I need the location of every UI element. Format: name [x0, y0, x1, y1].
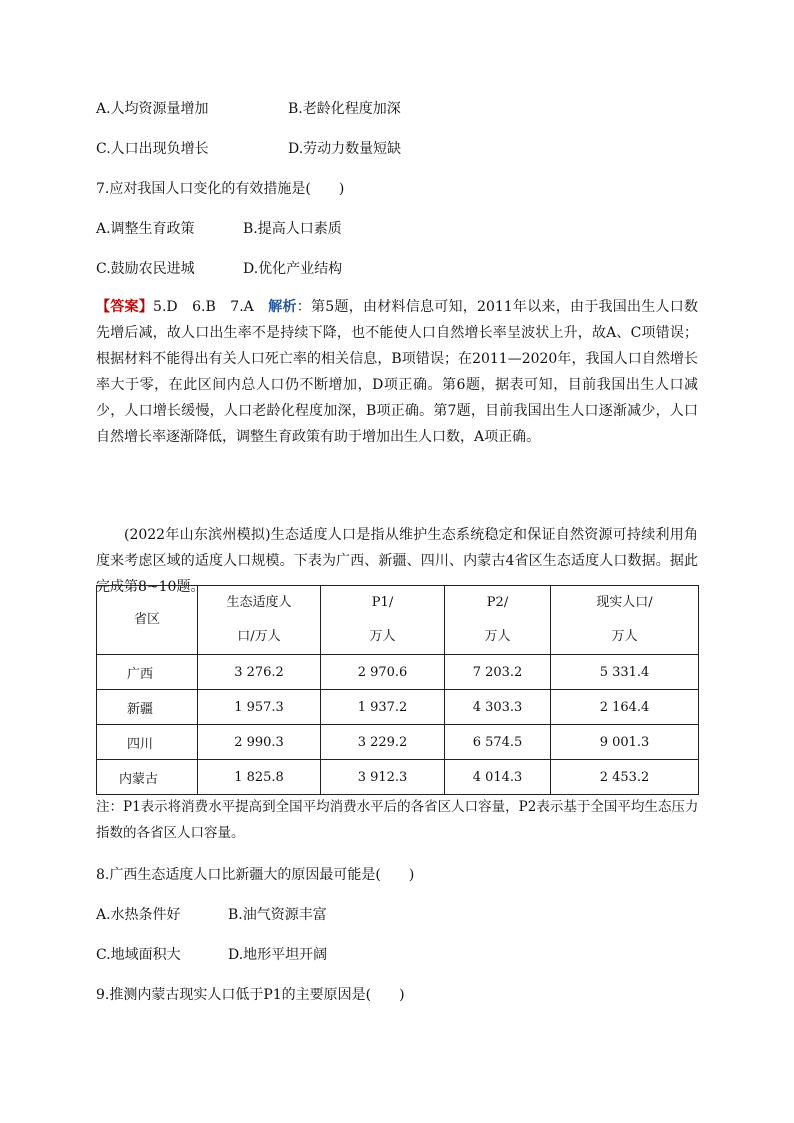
q6-option-c: C.人口出现负增长: [96, 141, 209, 157]
q7-option-b: B.提高人口素质: [243, 221, 342, 237]
cell-value: 1 957.3: [198, 690, 321, 725]
cell-province: 广西: [97, 655, 198, 690]
cell-value: 7 203.2: [445, 655, 551, 690]
cell-value: 1 937.2: [321, 690, 445, 725]
analysis-label: 解析: [268, 299, 297, 315]
cell-value: 4 014.3: [445, 760, 551, 795]
header-actual-pop: 现实人口/ 万人: [551, 586, 699, 655]
q8-option-c: C.地域面积大: [96, 947, 181, 963]
analysis-text: ：第5题，由材料信息可知，2011年以来，由于我国出生人口数先增后减，故人口出生率不是持续下降，也不能使人口自然增长率呈波状上升，故A、C项错误；根据材料不能得出有关人口死亡率的相关信息，B项错误；在2011—2020年，我国人口自然增长率大于零，在此区间内总人口仍不断增加，D项正确。第6题，据表可知，目前我国出生人口减少，人口增长缓慢，人口老龄化程度加深，B项正确。第7题，目前我国出生人口逐渐减少，人口自然增长率逐渐降低，调整生育政策有助于增加出生人口数，A项正确。: [96, 299, 699, 445]
q9-stem: 9.推测内蒙古现实人口低于P1的主要原因是( ): [96, 987, 405, 1003]
q8-option-a: A.水热条件好: [96, 907, 181, 923]
cell-value: 3 276.2: [198, 655, 321, 690]
q8-option-d: D.地形平坦开阔: [228, 947, 328, 963]
answer-keys: 5.D 6.B 7.A: [153, 299, 269, 315]
cell-value: 5 331.4: [551, 655, 699, 690]
answer-block: [96, 294, 698, 450]
q6-option-d: D.劳动力数量短缺: [288, 141, 402, 157]
cell-value: 4 303.3: [445, 690, 551, 725]
q7-option-a: A.调整生育政策: [96, 221, 195, 237]
table-row: [97, 760, 699, 795]
material-intro: (2022年山东滨州模拟)生态适度人口是指从维护生态系统稳定和保证自然资源可持续利用角度来考虑区域的适度人口规模。下表为广西、新疆、四川、内蒙古4省区生态适度人口数据。据此完成第8~10题。: [96, 527, 698, 595]
answer-tag: 【答案】: [96, 299, 154, 315]
header-province: 省区: [97, 586, 198, 655]
header-p2: P2/ 万人: [445, 586, 551, 655]
header-eco-pop: 生态适度人 口/万人: [198, 586, 321, 655]
table-row: [97, 655, 699, 690]
table-header-row: [97, 586, 699, 655]
cell-province: 内蒙古: [97, 760, 198, 795]
table-note: 注：P1表示将消费水平提高到全国平均消费水平后的各省区人口容量，P2表示基于全国平均生态压力指数的各省区人口容量。: [96, 799, 699, 841]
cell-value: 6 574.5: [445, 725, 551, 760]
q7-stem: 7.应对我国人口变化的有效措施是( ): [96, 181, 345, 197]
table-row: [97, 690, 699, 725]
cell-value: 2 453.2: [551, 760, 699, 795]
cell-value: 2 970.6: [321, 655, 445, 690]
cell-value: 3 229.2: [321, 725, 445, 760]
q7-option-c: C.鼓励农民进城: [96, 261, 195, 277]
cell-value: 9 001.3: [551, 725, 699, 760]
q7-option-d: D.优化产业结构: [243, 261, 343, 277]
q8-option-b: B.油气资源丰富: [228, 907, 327, 923]
table-row: [97, 725, 699, 760]
q8-stem: 8.广西生态适度人口比新疆大的原因最可能是( ): [96, 867, 415, 883]
cell-value: 1 825.8: [198, 760, 321, 795]
cell-value: 3 912.3: [321, 760, 445, 795]
cell-province: 四川: [97, 725, 198, 760]
q6-option-b: B.老龄化程度加深: [288, 101, 401, 117]
population-table: [96, 585, 699, 795]
cell-province: 新疆: [97, 690, 198, 725]
header-p1: P1/ 万人: [321, 586, 445, 655]
cell-value: 2 990.3: [198, 725, 321, 760]
q6-option-a: A.人均资源量增加: [96, 101, 209, 117]
cell-value: 2 164.4: [551, 690, 699, 725]
